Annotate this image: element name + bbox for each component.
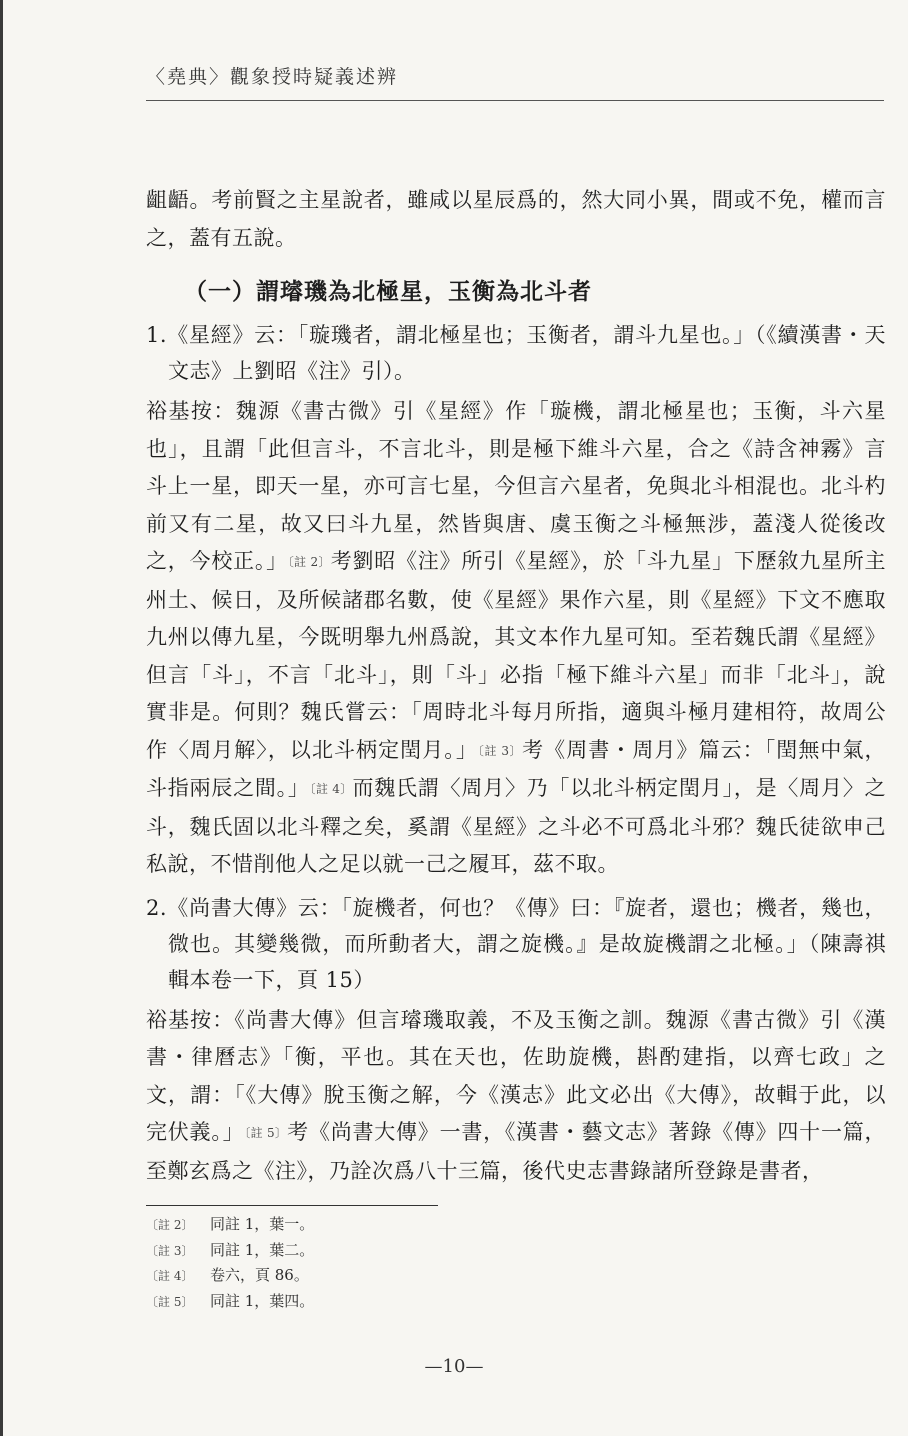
footnote-label: 〔註 5〕 — [146, 1294, 194, 1309]
footnote-ref-5[interactable]: 〔註 5〕 — [244, 1126, 288, 1140]
footnote-text: 同註 1，葉一。 — [210, 1215, 315, 1233]
footnote-label: 〔註 2〕 — [146, 1218, 194, 1232]
footnote-label: 〔註 4〕 — [146, 1269, 194, 1283]
commentary-paragraph-2 — [146, 1002, 886, 1191]
footnote-text: 卷六，頁 86。 — [210, 1266, 309, 1284]
intro-paragraph: 齟齬。考前賢之主星說者，雖咸以星辰爲的，然大同小異，間或不免，權而言之，蓋有五說。 — [146, 188, 886, 250]
commentary-text: 考《周書・周月》篇云：「閏無中氣，斗指兩辰之間。」 — [146, 737, 887, 800]
quote-item-1: 1.《星經》云：「璇璣者，謂北極星也；玉衡者，謂斗九星也。」（《續漢書・天文志》上劉昭《注》引）。 — [146, 323, 886, 383]
commentary-text: 裕基按：魏源《書古微》引《星經》作「璇機，謂北極星也；玉衡，斗六星也」，且謂「此但言斗，不言北斗，則是極下維斗六星，合之《詩含神霧》言斗上一星，即天一星，亦可言七星，今但言六星者，免與北斗相混也。北斗杓前又有二星，故又曰斗九星，然皆與唐、虞玉衡之斗極無涉，蓋淺人從後改之，今校正。」 — [146, 399, 886, 573]
section-heading: （一）謂璿璣為北極星，玉衡為北斗者 — [184, 278, 592, 305]
footnote-2 — [146, 1212, 314, 1238]
footnote-4 — [146, 1263, 314, 1289]
commentary-text: 考《尚書大傳》一書，《漢書・藝文志》著錄《傳》四十一篇，至鄭玄爲之《注》，乃詮次爲八十三篇，後代史志書錄諸所登錄是書者， — [146, 1120, 887, 1183]
footnote-ref-2[interactable]: 〔註 2〕 — [287, 555, 331, 569]
quote-item-2: 2.《尚書大傳》云：「旋機者，何也？《傳》曰：『旋者，還也；機者，幾也，微也。其變幾微，而所動者大，謂之旋機。』是故旋機謂之北極。」（陳壽祺輯本卷一下，頁 15） — [146, 895, 886, 992]
commentary-text: 考劉昭《注》所引《星經》，於「斗九星」下歷敘九星所主州土、候日，及所候諸郡名數，使《星經》果作六星，則《星經》下文不應取九州以傳九星，今既明舉九州爲說，其文本作九星可知。至若魏氏謂《星經》但言「斗」，不言「北斗」，則「斗」必指「極下維斗六星」而非「北斗」，說實非是。何則？魏氏嘗云：「周時北斗每月所指，適與斗極月建相符，故周公作〈周月解〉，以北斗柄定閏月。」 — [146, 549, 887, 762]
scan-edge-border — [0, 0, 3, 1436]
running-head-title: 〈堯典〉觀象授時疑義述辨 — [146, 66, 399, 88]
commentary-paragraph-1 — [146, 393, 886, 884]
commentary-text: 裕基按：《尚書大傳》但言璿璣取義，不及玉衡之訓。魏源《書古微》引《漢書・律曆志》「衡，平也。其在天也，佐助旋機，斟酌建指，以齊七政」之文，謂：「《大傳》脫玉衡之解，今《漢志》此文必出《大傳》，故輯于此，以完伏義。」 — [146, 1007, 886, 1144]
footnote-text: 同註 1，葉四。 — [210, 1291, 315, 1310]
footnote-ref-4[interactable]: 〔註 4〕 — [309, 782, 353, 796]
footnote-5 — [146, 1289, 314, 1315]
footnote-rule — [146, 1205, 438, 1206]
footnote-ref-3[interactable]: 〔註 3〕 — [477, 743, 523, 758]
footnote-3 — [146, 1238, 314, 1264]
footnote-label: 〔註 3〕 — [146, 1243, 194, 1258]
header-rule — [146, 100, 884, 101]
main-text — [146, 182, 886, 1190]
footnote-text: 同註 1，葉二。 — [210, 1240, 315, 1259]
footnotes — [146, 1212, 314, 1314]
page-number: —10— — [424, 1356, 484, 1377]
commentary-text: 而魏氏謂〈周月〉乃「以北斗柄定閏月」，是〈周月〉之斗，魏氏固以北斗釋之矣，奚謂《星經》之斗必不可爲北斗邪？魏氏徒欲申己私說，不惜削他人之足以就一己之履耳，茲不取。 — [146, 776, 886, 876]
